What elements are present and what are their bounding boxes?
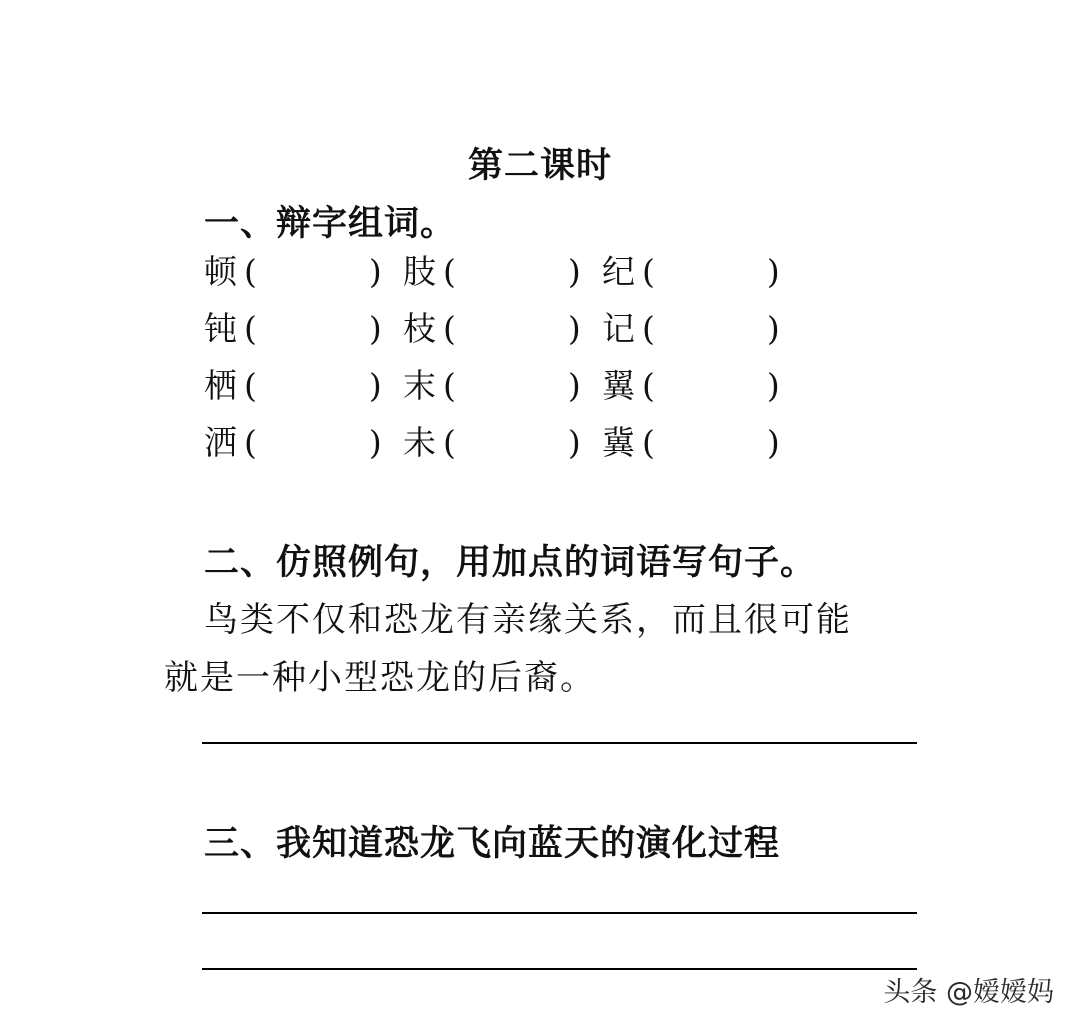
word-item [602,423,780,463]
answer-line-1[interactable] [202,742,917,744]
close-paren: ) [368,309,382,348]
close-paren: ) [766,252,780,291]
word-character: 枝 [403,309,436,348]
open-paren: ( [443,252,456,291]
open-paren: ( [244,309,257,348]
close-paren: ) [567,366,581,405]
word-character: 纪 [602,252,635,291]
word-item [204,252,382,292]
close-paren: ) [766,309,780,348]
close-paren: ) [567,252,581,291]
close-paren: ) [368,252,382,291]
close-paren: ) [567,309,581,348]
open-paren: ( [443,423,456,462]
open-paren: ( [443,309,456,348]
close-paren: ) [567,423,581,462]
open-paren: ( [642,309,655,348]
open-paren: ( [443,366,456,405]
word-character: 栖 [204,366,237,405]
section1-heading: 一、辩字组词。 [204,203,457,244]
word-item [403,309,581,349]
open-paren: ( [642,366,655,405]
word-item [403,423,581,463]
example-sentence-line2: 就是一种小型恐龙的后裔。 [164,658,596,698]
section2-heading: 二、仿照例句，用加点的词语写句子。 [204,542,817,583]
word-character: 记 [602,309,635,348]
word-item [403,366,581,406]
open-paren: ( [642,423,655,462]
word-item [204,366,382,406]
word-character: 翼 [602,366,635,405]
open-paren: ( [244,252,257,291]
page-title: 第二课时 [467,145,612,186]
word-item [204,309,382,349]
answer-line-2[interactable] [202,912,917,914]
section3-heading: 三、我知道恐龙飞向蓝天的演化过程 [204,823,781,864]
open-paren: ( [244,423,257,462]
word-character: 冀 [602,423,635,462]
word-character: 钝 [204,309,237,348]
word-character: 洒 [204,423,237,462]
close-paren: ) [368,423,382,462]
word-character: 末 [403,366,436,405]
word-item [602,252,780,292]
example-sentence-line1: 鸟类不仅和恐龙有亲缘关系，而且很可能 [204,600,852,640]
watermark-text: 头条 @嫒嫒妈 [883,977,1054,1008]
answer-line-3[interactable] [202,968,917,970]
close-paren: ) [766,366,780,405]
word-character: 未 [403,423,436,462]
word-item [602,366,780,406]
word-character: 顿 [204,252,237,291]
word-item [602,309,780,349]
close-paren: ) [766,423,780,462]
open-paren: ( [642,252,655,291]
word-item [204,423,382,463]
open-paren: ( [244,366,257,405]
word-character: 肢 [403,252,436,291]
close-paren: ) [368,366,382,405]
word-item [403,252,581,292]
